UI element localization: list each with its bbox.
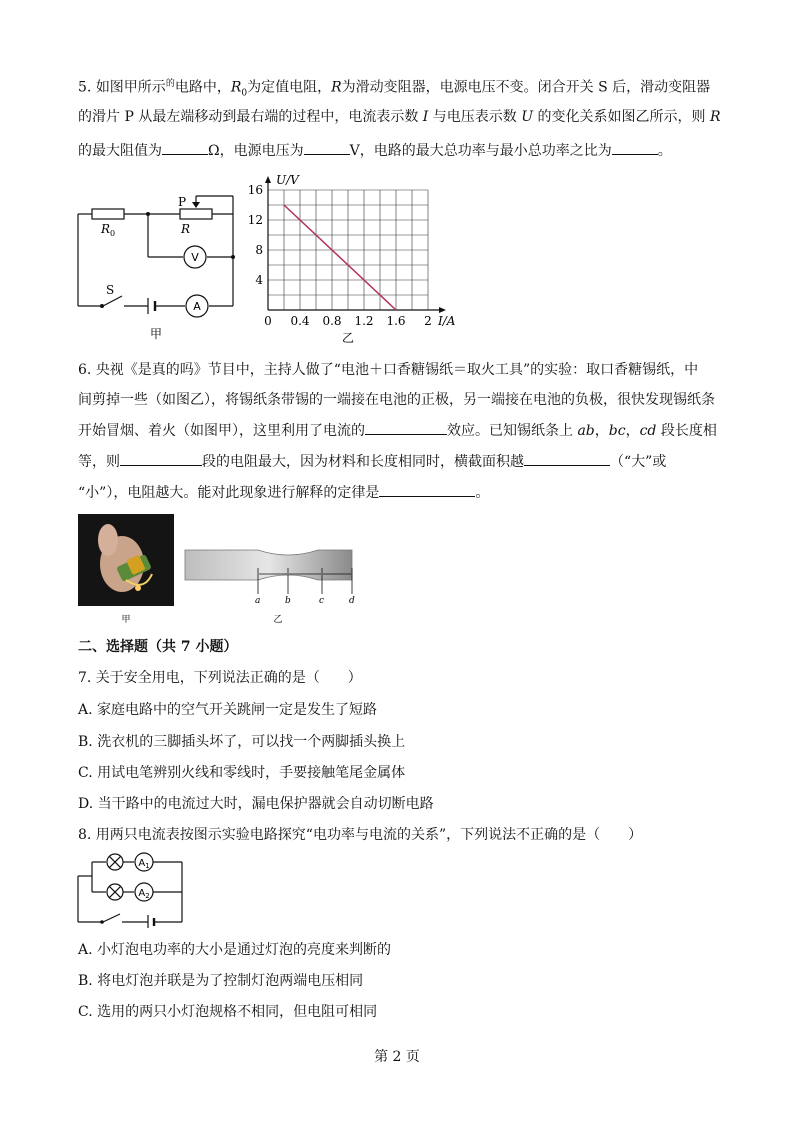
x-axis-label: I/A [438,314,456,328]
q7-option-a[interactable]: A. 家庭电路中的空气开关跳闸一定是发生了短路 [78,702,378,718]
y-tick-label: 8 [255,243,263,257]
series-line-ui [284,205,396,310]
point-c: c [319,596,325,606]
label-r: R [181,222,191,236]
q6-line-3: 开始冒烟、着火（如图甲），这里利用了电流的 效应。已知锡纸条上 ab，bc，cd 段长度相 [78,420,717,441]
point-b: b [285,596,291,606]
label-a2: $A_2$ [138,888,150,900]
q5-line-2: 的滑片 P 从最左端移动到最右端的过程中，电流表示数 I 与电压表示数 U 的变化关系如图乙所示，则 R [78,109,721,125]
switch-8 [103,914,120,922]
q8-option-b[interactable]: B. 将电灯泡并联是为了控制灯泡两端电压相同 [78,973,364,989]
page-footer: 第 2 页 [374,1049,420,1065]
slider-arrow-icon [192,202,200,208]
x-tick-label: 0 [264,314,272,328]
tin-foil-strip-diagram [180,546,360,626]
photo-hand-battery [78,514,174,626]
label-a1: $A_1$ [138,858,150,870]
label-a: A [193,300,201,313]
strip-caption: 乙 [273,615,283,625]
y-tick-label: 16 [247,183,263,197]
section-title: 二、选择题（共 7 小题） [78,639,238,655]
q6-blank-3[interactable] [524,451,610,466]
q7-option-c[interactable]: C. 用试电笔辨别火线和零线时，手要接触笔尾金属体 [78,765,406,781]
circuit-diagram-8 [74,848,194,928]
x-tick-label: 1.6 [386,314,406,328]
y-tick-label: 4 [255,273,263,287]
x-tick-label: 0.4 [290,314,310,328]
q6-blank-2[interactable] [120,451,202,466]
point-d: d [349,596,355,606]
label-s: S [106,283,115,297]
q5-blank-2[interactable] [304,140,350,155]
switch-s [103,296,122,306]
y-axis-arrow-icon [265,176,271,183]
y-axis-label: U/V [276,173,299,187]
q7-option-d[interactable]: D. 当干路中的电流过大时，漏电保护器就会自动切断电路 [78,796,434,812]
q5-line-3: 的最大阻值为 Ω，电源电压为 V，电路的最大总功率与最小总功率之比为 。 [78,140,672,161]
q6-blank-4[interactable] [379,482,475,497]
q5-blank-1[interactable] [162,140,208,155]
q5-line-1: 5. 如图甲所示$^的$电路中，$R_0$为定值电阻，R为滑动变阻器，电源电压不变。闭合开关 S 后，滑动变阻器 [78,79,711,99]
x-tick-label: 0.8 [322,314,342,328]
q7-stem: 7. 关于安全用电，下列说法正确的是（ ） [78,670,362,686]
q6-line-2: 间剪掉一些（如图乙），将锡纸条带锡的一端接在电池的正极，另一端接在电池的负极，很快发现锡纸条 [78,392,715,408]
resistor-r0 [92,209,124,219]
photo-caption: 甲 [121,615,131,625]
resistor-r [180,209,212,219]
x-tick-label: 1.2 [354,314,374,328]
q8-option-a[interactable]: A. 小灯泡电功率的大小是通过灯泡的亮度来判断的 [78,942,392,958]
point-a: a [255,596,261,606]
q6-line-4: 等，则 段的电阻最大，因为材料和长度相同时，横截面积越 （“大”或 [78,451,666,472]
q6-line-5: “小”），电阻越大。能对此现象进行解释的定律是 。 [78,482,489,503]
x-axis-arrow-icon [439,307,446,313]
q8-stem: 8. 用两只电流表按图示实验电路探究“电功率与电流的关系”，下列说法不正确的是（ ） [78,827,643,843]
y-tick-label: 12 [247,213,263,227]
q7-option-b[interactable]: B. 洗衣机的三脚插头坏了，可以找一个两脚插头换上 [78,734,406,750]
ui-graph-5 [244,168,464,346]
graph-grid [268,190,428,310]
circuit-diagram-5 [70,190,250,340]
graph5-caption: 乙 [341,331,355,345]
q5-blank-3[interactable] [612,140,658,155]
q8-option-c[interactable]: C. 选用的两只小灯泡规格不相同，但电阻可相同 [78,1004,378,1020]
q6-line-1: 6. 央视《是真的吗》节目中，主持人做了“电池＋口香糖锡纸＝取火工具”的实验：取口香糖锡纸，中 [78,362,699,378]
label-r0: $R_0$ [101,222,116,238]
label-v: V [191,251,199,264]
x-tick-label: 2 [424,314,432,328]
q6-blank-1[interactable] [365,420,447,435]
circuit5-caption: 甲 [149,327,163,340]
label-p: P [178,195,187,209]
